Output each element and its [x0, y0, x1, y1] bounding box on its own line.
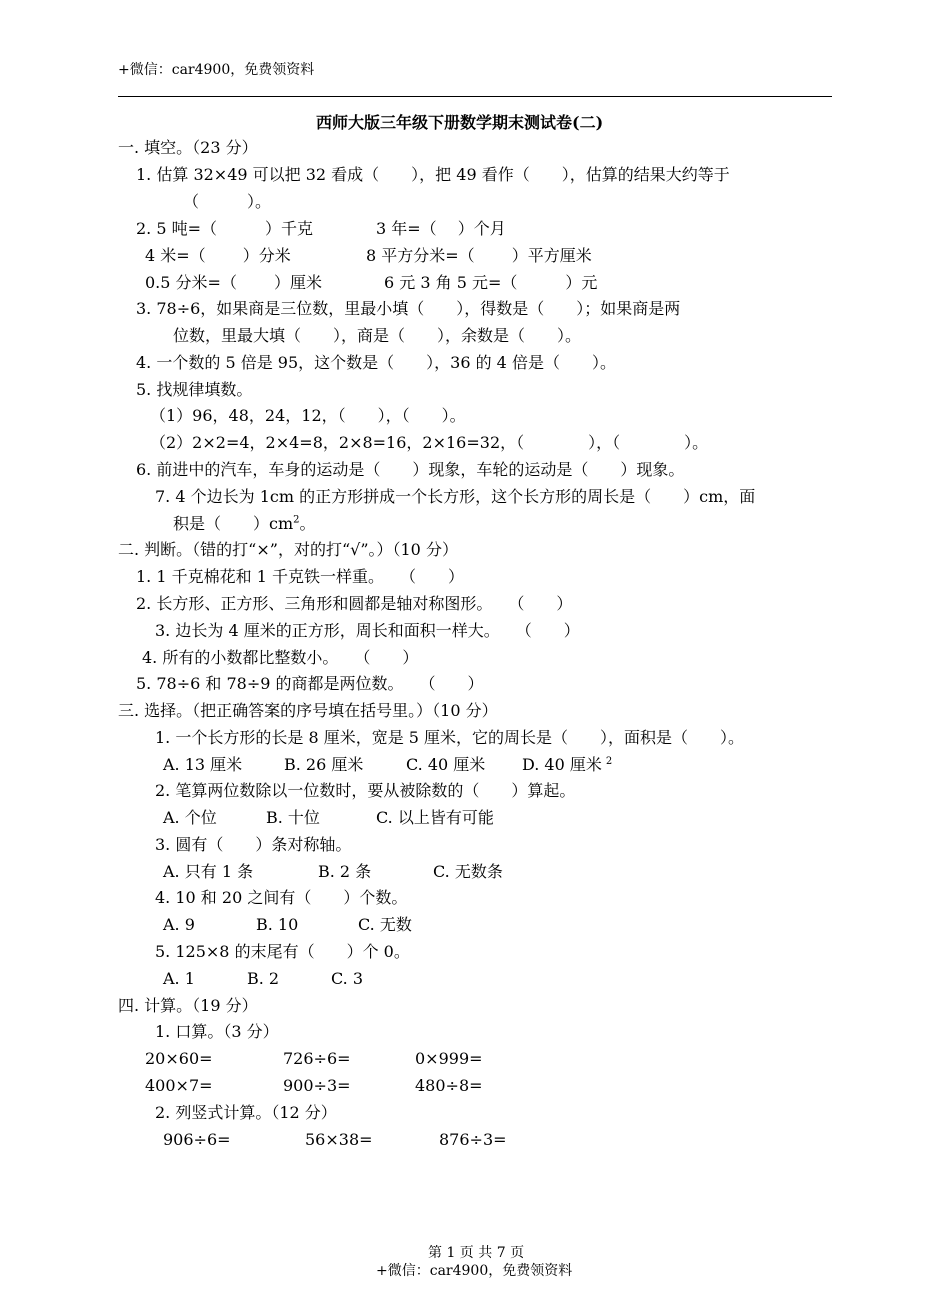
s4-oral-6: 480÷8= — [415, 1076, 483, 1095]
s1-q2-item4: 8 平方分米=（ ）平方厘米 — [366, 246, 592, 265]
s4-oral-5: 900÷3= — [283, 1076, 351, 1095]
s1-q5-part2: （2）2×2=4，2×4=8，2×8=16，2×16=32，（ ），（ ）。 — [150, 433, 709, 452]
s3-q3-option-a: A. 只有 1 条 — [163, 862, 254, 881]
s3-q4-option-b: B. 10 — [256, 915, 299, 934]
s1-q2-item2: 3 年=（ ）个月 — [376, 219, 506, 238]
s1-q6: 6. 前进中的汽车，车身的运动是（ ）现象，车轮的运动是（ ）现象。 — [136, 460, 685, 479]
s1-q2-item6: 6 元 3 角 5 元=（ ）元 — [384, 273, 598, 292]
s3-q1-option-b: B. 26 厘米 — [284, 755, 364, 774]
s1-q7-line2: 积是（ ）$cm^2$。 — [173, 514, 316, 533]
s4-vertical-1: 906÷6= — [163, 1130, 231, 1149]
s4-vertical-3: 876÷3= — [439, 1130, 507, 1149]
s1-q3-line1: 3. 78÷6，如果商是三位数，里最小填（ ），得数是（ ）；如果商是两 — [136, 299, 681, 318]
s3-q1: 1. 一个长方形的长是 8 厘米，宽是 5 厘米，它的周长是（ ），面积是（ ）。 — [155, 728, 745, 747]
s2-q2: 2. 长方形、正方形、三角形和圆都是轴对称图形。 （ ） — [136, 594, 573, 613]
s2-q3: 3. 边长为 4 厘米的正方形，周长和面积一样大。 （ ） — [155, 621, 580, 640]
s3-q4-option-c: C. 无数 — [358, 915, 412, 934]
s3-q1-option-c: C. 40 厘米 — [406, 755, 486, 774]
s3-q4: 4. 10 和 20 之间有（ ）个数。 — [155, 888, 408, 907]
s1-q5: 5. 找规律填数。 — [136, 380, 253, 399]
s2-q1: 1. 1 千克棉花和 1 千克铁一样重。 （ ） — [136, 567, 464, 586]
s4-oral-1: 20×60= — [145, 1049, 213, 1068]
s3-q2-option-a: A. 个位 — [163, 808, 217, 827]
s3-q2-option-c: C. 以上皆有可能 — [376, 808, 494, 827]
s3-q4-option-a: A. 9 — [163, 915, 195, 934]
s1-q7-line1: 7. 4 个边长为 1cm 的正方形拼成一个长方形，这个长方形的周长是（ ）cm，面 — [155, 487, 756, 506]
page-title: 西师大版三年级下册数学期末测试卷(二) — [316, 113, 604, 132]
s1-q2-item3: 4 米=（ ）分米 — [145, 246, 291, 265]
s1-q3-line2: 位数，里最大填（ ），商是（ ），余数是（ ）。 — [173, 326, 582, 345]
s2-q5: 5. 78÷6 和 78÷9 的商都是两位数。 （ ） — [136, 674, 484, 693]
s1-q5-part1: （1）96，48，24，12，（ ），（ ）。 — [150, 406, 466, 425]
section-2-heading: 二. 判断。（错的打“×”，对的打“√”。）（10 分） — [118, 540, 458, 559]
s4-vertical-2: 56×38= — [305, 1130, 373, 1149]
s1-q1-line2: （ ）。 — [183, 192, 272, 211]
footer-page-number: 第 1 页 共 7 页 — [428, 1245, 525, 1261]
s4-oral-4: 400×7= — [145, 1076, 213, 1095]
s3-q2: 2. 笔算两位数除以一位数时，要从被除数的（ ）算起。 — [155, 781, 576, 800]
section-4-heading: 四. 计算。（19 分） — [118, 996, 258, 1015]
s4-oral-2: 726÷6= — [283, 1049, 351, 1068]
s1-q2-item5: 0.5 分米=（ ）厘米 — [145, 273, 323, 292]
s1-q1-line1: 1. 估算 32×49 可以把 32 看成（ ），把 49 看作（ ），估算的结果大约等于 — [136, 165, 730, 184]
footer-wechat: +微信：car4900，免费领资料 — [376, 1263, 573, 1279]
s4-vertical-heading: 2. 列竖式计算。（12 分） — [155, 1103, 337, 1122]
header-wechat: +微信：car4900，免费领资料 — [118, 62, 315, 78]
s4-oral-heading: 1. 口算。（3 分） — [155, 1022, 279, 1041]
s1-q4: 4. 一个数的 5 倍是 95，这个数是（ ），36 的 4 倍是（ ）。 — [136, 353, 616, 372]
s3-q5-option-c: C. 3 — [331, 969, 364, 988]
header-rule — [118, 96, 832, 97]
section-1-heading: 一. 填空。（23 分） — [118, 138, 258, 157]
s3-q3-option-b: B. 2 条 — [318, 862, 372, 881]
s3-q5-option-b: B. 2 — [247, 969, 280, 988]
section-3-heading: 三. 选择。（把正确答案的序号填在括号里。）（10 分） — [118, 701, 498, 720]
s3-q5-option-a: A. 1 — [163, 969, 195, 988]
s3-q3-option-c: C. 无数条 — [433, 862, 503, 881]
s3-q1-option-d: D. 40 厘米 $^2$ — [522, 755, 613, 774]
s3-q1-option-a: A. 13 厘米 — [163, 755, 243, 774]
s3-q2-option-b: B. 十位 — [266, 808, 320, 827]
s3-q3: 3. 圆有（ ）条对称轴。 — [155, 835, 352, 854]
s3-q5: 5. 125×8 的末尾有（ ）个 0。 — [155, 942, 410, 961]
s4-oral-3: 0×999= — [415, 1049, 483, 1068]
s2-q4: 4. 所有的小数都比整数小。 （ ） — [142, 648, 419, 667]
s1-q2-item1: 2. 5 吨=（ ）千克 — [136, 219, 314, 238]
